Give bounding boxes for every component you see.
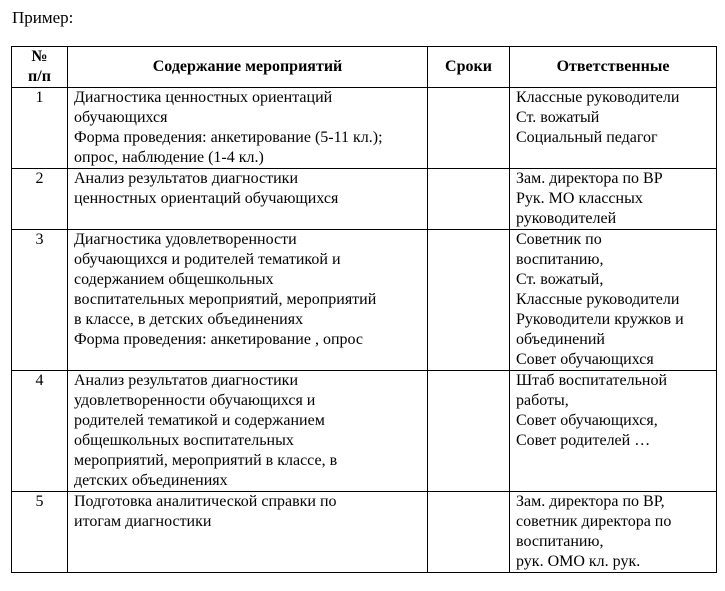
responsible-line: Ст. вожатый, [516,271,604,288]
responsible-line: Зам. директора по ВР [516,170,663,187]
row-content [68,492,428,573]
responsible-line: Совет обучающихся, [516,412,658,429]
header-num-symbol: № [31,48,48,65]
header-row [12,47,717,88]
header-term: Сроки [428,47,510,88]
row-term [428,230,510,371]
events-table [11,46,717,573]
row-term [428,88,510,169]
row-responsible [510,169,717,230]
row-content [68,88,428,169]
responsible-line: Зам. директора по ВР, [516,493,665,510]
row-responsible [510,492,717,573]
row-term [428,371,510,492]
header-num [12,47,68,88]
responsible-line: рук. ОМО кл. рук. [516,553,641,570]
responsible-line: объединений [516,331,605,348]
responsible-line: советник директора по [516,513,672,530]
content-line: в классе, в детских объединениях [74,311,304,328]
content-line: общешкольных воспитательных [74,432,294,449]
responsible-line: воспитанию, [516,251,604,268]
header-num-abbr: п/п [28,68,51,85]
row-content [68,169,428,230]
table-row [12,371,717,492]
table-row [12,88,717,169]
content-line: Форма проведения: анкетирование (5-11 кл.); [74,129,383,146]
responsible-line: работы, [516,392,569,409]
row-number: 2 [12,169,68,230]
responsible-line: Классные руководители [516,89,680,106]
responsible-line: Социальный педагог [516,129,658,146]
table-row [12,492,717,573]
content-line: опрос, наблюдение (1-4 кл.) [74,149,264,166]
content-line: детских объединениях [74,472,228,489]
content-line: Форма проведения: анкетирование , опрос [74,331,364,348]
content-line: Подготовка аналитической справки по [74,493,337,510]
row-responsible [510,88,717,169]
responsible-line: Советник по [516,231,602,248]
content-line: мероприятий, мероприятий в классе, в [74,452,338,469]
content-line: Диагностика ценностных ориентаций [74,89,333,106]
header-responsible: Ответственные [510,47,717,88]
responsible-line: Ст. вожатый [516,109,600,126]
content-line: Анализ результатов диагностики [74,372,299,389]
row-number: 1 [12,88,68,169]
row-number: 4 [12,371,68,492]
responsible-line: Рук. МО классных [516,190,643,207]
header-content: Содержание мероприятий [68,47,428,88]
responsible-line: Штаб воспитательной [516,372,668,389]
row-number: 3 [12,230,68,371]
content-line: ценностных ориентаций обучающихся [74,190,339,207]
responsible-line: Совет родителей … [516,432,651,449]
table-row [12,169,717,230]
row-responsible [510,371,717,492]
responsible-line: Руководители кружков и [516,311,684,328]
content-line: содержанием общешкольных [74,271,274,288]
content-line: Диагностика удовлетворенности [74,231,297,248]
content-line: воспитательных мероприятий, мероприятий [74,291,377,308]
row-content [68,371,428,492]
content-line: обучающихся и родителей тематикой и [74,251,341,268]
row-responsible [510,230,717,371]
row-content [68,230,428,371]
row-term [428,492,510,573]
content-line: обучающихся [74,109,168,126]
content-line: Анализ результатов диагностики [74,170,299,187]
responsible-line: воспитанию, [516,533,604,550]
content-line: родителей тематикой и содержанием [74,412,325,429]
content-line: итогам диагностики [74,513,212,530]
row-term [428,169,510,230]
row-number: 5 [12,492,68,573]
responsible-line: руководителей [516,210,617,227]
responsible-line: Совет обучающихся [516,351,654,368]
caption: Пример: [12,8,74,27]
table-row [12,230,717,371]
content-line: удовлетворенности обучающихся и [74,392,316,409]
responsible-line: Классные руководители [516,291,680,308]
